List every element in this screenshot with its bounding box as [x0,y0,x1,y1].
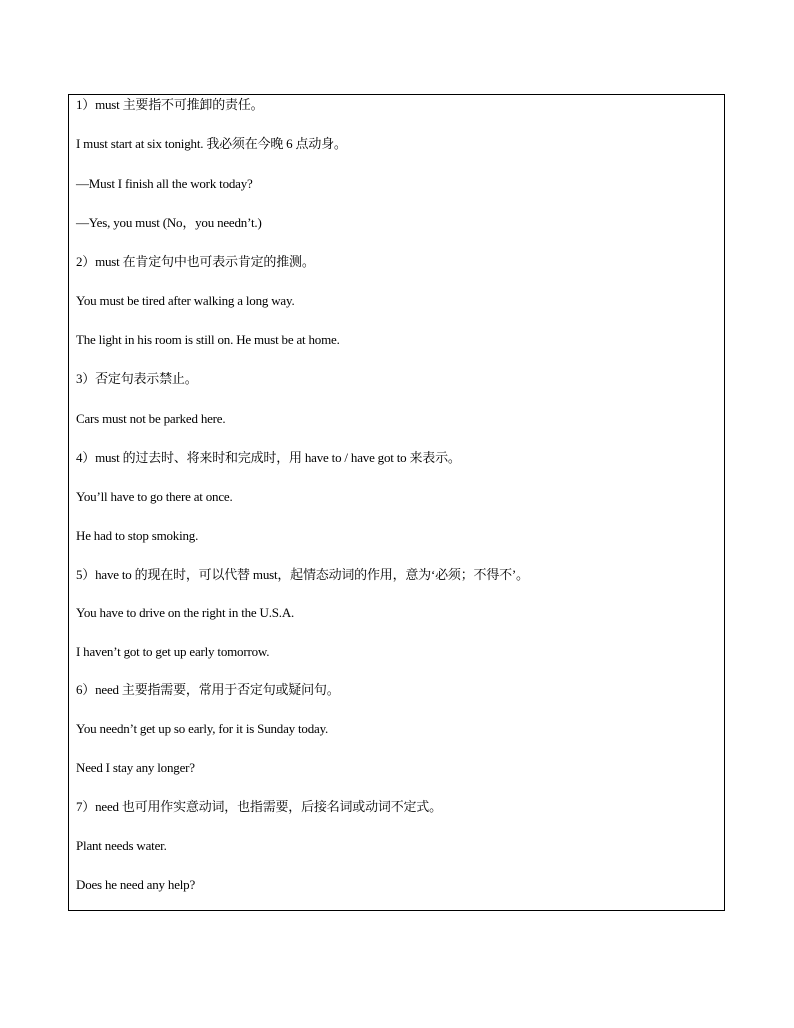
text-line-must-4-heading: 4）must 的过去时、将来时和完成时，用 have to / have got to 来表示。 [76,450,461,465]
text-line-example: I must start at six tonight. 我必须在今晚 6 点动身。 [76,136,347,151]
text-line-example: You must be tired after walking a long way. [76,293,295,308]
text-line-example: You needn’t get up so early, for it is Sunday today. [76,721,329,736]
text-line-example: I haven’t got to get up early tomorrow. [76,644,270,659]
text-line-example: Plant needs water. [76,838,167,853]
text-line-have-to-5-heading: 5）have to 的现在时，可以代替 must，起情态动词的作用，意为‘必须；不得不’。 [76,567,529,582]
text-line-example: He had to stop smoking. [76,528,199,543]
text-line-example: The light in his room is still on. He must be at home. [76,332,340,347]
text-line-example: Need I stay any longer? [76,760,195,775]
text-line-must-1-heading: 1）must 主要指不可推卸的责任。 [76,97,264,112]
text-line-need-6-heading: 6）need 主要指需要，常用于否定句或疑问句。 [76,682,340,697]
text-line-example: You’ll have to go there at once. [76,489,233,504]
text-line-example: Cars must not be parked here. [76,411,226,426]
text-line-example: Does he need any help? [76,877,196,892]
text-line-example: You have to drive on the right in the U.S.A. [76,605,295,620]
text-line-example: —Yes, you must (No，you needn’t.) [76,215,262,230]
text-line-need-7-heading: 7）need 也可用作实意动词，也指需要，后接名词或动词不定式。 [76,799,442,814]
text-line-example: —Must I finish all the work today? [76,176,253,191]
content-box [68,94,725,911]
text-line-must-2-heading: 2）must 在肯定句中也可表示肯定的推测。 [76,254,315,269]
text-line-must-3-heading: 3）否定句表示禁止。 [76,371,198,386]
